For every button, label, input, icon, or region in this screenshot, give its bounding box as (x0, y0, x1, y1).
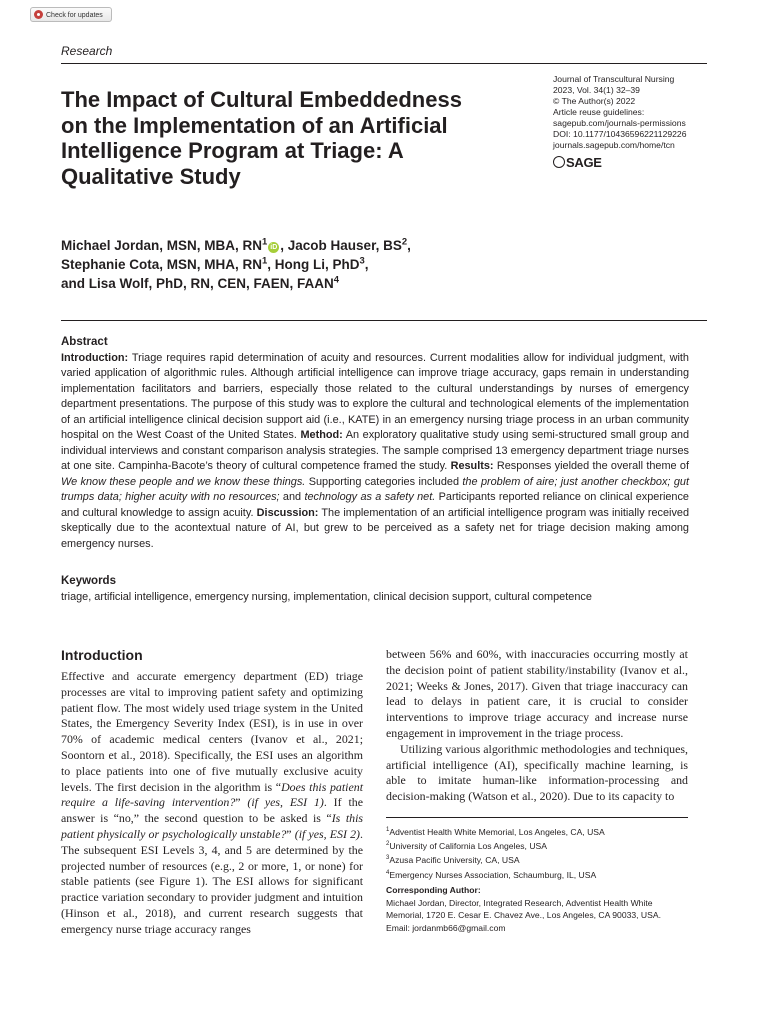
author-name: and Lisa Wolf, PhD, RN, CEN, FAEN, FAAN (61, 276, 334, 291)
section-label: Research (61, 44, 113, 58)
author-name: Michael Jordan, MSN, MBA, RN (61, 238, 263, 253)
abstract-method-text: An exploratory qualitative study using semi-structured small group and individual interviews and constant comparison analysis strategies. The sample comprised 13 emergency department triage nurses at one site. Campinha-Bacote’s theory of cultural competence framed the study. (61, 429, 689, 472)
body-text: . The subsequent ESI Levels 3, 4, and 5 are determined by the projected number of resources (e.g., 2 or more, 1, or none) for stable patients (see Figure 1). The ESI allows for significant practice variation secondary to provider judgment and intuition (Hinson et al., 2018), and current research suggests that emergency nurse triage accuracy ranges (61, 826, 363, 936)
doi-link[interactable]: DOI: 10.1177/10436596221129226 (553, 129, 687, 139)
update-icon (34, 10, 43, 19)
keywords-text: triage, artificial intelligence, emergency nursing, implementation, clinical decision support, cultural competence (61, 590, 592, 603)
corresponding-email[interactable]: Email: jordanmb66@gmail.com (386, 922, 506, 933)
body-text-italic: (if yes, ESI 2) (294, 826, 360, 841)
sage-logo (553, 155, 602, 170)
body-paragraph: Utilizing various algorithmic methodologies and techniques, artificial intelligence (AI), specifically machine learning, is able to imitate human-like information-processing and decision-making (Watson et al., 2020). Due to its capacity to (386, 741, 688, 804)
body-quote: Does this patient require a life-saving intervention? (61, 779, 363, 810)
abstract-results-category: technology as a safety net. (304, 491, 436, 503)
body-text: . If the answer is “no,” the second question to be asked is “ (61, 795, 363, 826)
author-list: Michael Jordan, MSN, MBA, $RN^1$ iD , Jacob Hauser, $BS^2$, Stephanie Cota, MSN, MHA, $RN^1$, Hong Li, PhD$^3$, and Lisa Wolf, PhD, RN, CEN, FAEN, FAAN$^4$ (61, 236, 411, 291)
corresponding-heading: Corresponding Author: (386, 885, 481, 895)
abstract-rule (61, 320, 707, 321)
journal-line: © The Author(s) 2022 (553, 96, 636, 106)
abstract-results-label: Results: (450, 460, 494, 472)
abstract-method-label: Method: (300, 429, 343, 441)
body-column-left (61, 669, 363, 938)
body-text: ” (235, 795, 248, 810)
abstract-results-text: and (279, 491, 305, 503)
body-text: Effective and accurate emergency department (ED) triage processes are vital to improving patient safety and optimizing patient flow. The most widely used triage system in the United States, the Emergency Severity Index (ESI), is in use in over 70% of academic medical centers (Ivanov et al., 2021; Soontorn et al., 2018). Specifically, the ESI uses an algorithm to place patients into one of five mutually exclusive acuity levels. The first decision in the algorithm is “ (61, 669, 363, 794)
body-text-italic: (if yes, ESI 1) (247, 795, 324, 810)
journal-home-link[interactable]: journals.sagepub.com/home/tcn (553, 140, 675, 150)
body-paragraph: between 56% and 60%, with inaccuracies occurring mostly at the decision point of patient stability/instability (Ivanov et al., 2021; Weeks & Jones, 2017). Given that triage inaccuracy can lead to delays in patient care, it is crucial to consider interventions to improve triage accuracy and increase nurse engagement in improvement in the triage process. (386, 647, 688, 740)
check-for-updates-label: Check for updates (46, 12, 103, 19)
keywords-heading: Keywords (61, 575, 116, 587)
affiliations (386, 825, 691, 882)
abstract-heading: Abstract (61, 336, 108, 348)
check-for-updates-badge[interactable] (30, 7, 112, 22)
corresponding-text: Michael Jordan, Director, Integrated Research, Adventist Health White Memorial, 1720 E. Cesar E. Chavez Ave., Los Angeles, CA 90033, USA. (386, 897, 661, 920)
abstract-results-text: Supporting categories included (305, 475, 463, 488)
abstract-discussion-label: Discussion: (256, 506, 319, 519)
affiliation-item: $^4$Emergency Nurses Association, Schaumburg, IL, USA (386, 869, 597, 880)
author-name: , Hong Li, PhD (267, 257, 360, 272)
journal-link[interactable]: sagepub.com/journals-permissions (553, 118, 686, 128)
body-text: ” (286, 826, 295, 841)
journal-line: Journal of Transcultural Nursing (553, 74, 675, 84)
affiliation-item: $^2$University of California Los Angeles, USA (386, 841, 547, 852)
abstract-results-text: Participants reported reliance on clinical experience and cultural knowledge to assign acuity. (61, 491, 689, 519)
abstract (61, 335, 689, 552)
affiliation-item: $^1$Adventist Health White Memorial, Los Angeles, CA, USA (386, 827, 605, 837)
body-column-right (386, 647, 688, 805)
corresponding-author (386, 884, 691, 934)
abstract-results-categories: the problem of aire; just another checkbox; gut trumps data; higher acuity with no resources; (61, 475, 689, 503)
sage-logo-icon (553, 156, 565, 168)
author-name: , Jacob Hauser, BS (280, 238, 402, 253)
abstract-results-text: Responses yielded the overall theme of (493, 460, 689, 472)
abstract-results-theme: We know these people and we know these things. (61, 475, 306, 488)
abstract-discussion-text: The implementation of an artificial intelligence program was initially received skeptically due to the acontextual nature of AI, but grew to be perceived as a safety net for triage decision making among emergency nurses. (61, 506, 689, 550)
introduction-heading: Introduction (61, 647, 143, 663)
abstract-intro-label: Introduction: (61, 351, 129, 364)
orcid-icon[interactable]: iD (270, 244, 278, 251)
article-title: The Impact of Cultural Embeddedness on the Implementation of an Artificial Intelligence Program at Triage: A Qualitative Study (61, 87, 462, 189)
footnote-rule (386, 817, 688, 818)
abstract-intro-text: Triage requires rapid determination of acuity and resources. Current modalities allow for individual judgment, with varied application of algorithmic rules. Although artificial intelligence can improve triage accuracy, gaps remain in understanding implementation facilitators and barriers, especially those related to the cultural understandings by nurses of emergency department presentations. The purpose of this study was to explore the cultural and technological elements of the implementation of an artificial intelligence clinical decision support aid (i.e., KATE) in an emergency nursing triage process in an urban community hospital on the West Coast of the United States. (61, 351, 689, 441)
keywords (61, 574, 707, 605)
affiliation-item: $^3$Azusa Pacific University, CA, USA (386, 855, 520, 866)
journal-line: 2023, Vol. 34(1) 32–39 (553, 85, 640, 95)
journal-info (553, 74, 733, 151)
journal-line: Article reuse guidelines: (553, 107, 645, 117)
sage-logo-text: SAGE (566, 155, 602, 170)
author-name: Stephanie Cota, MSN, MHA, RN (61, 257, 263, 272)
body-quote: Is this patient physically or psychologically unstable? (61, 811, 363, 841)
header-rule (61, 63, 707, 64)
